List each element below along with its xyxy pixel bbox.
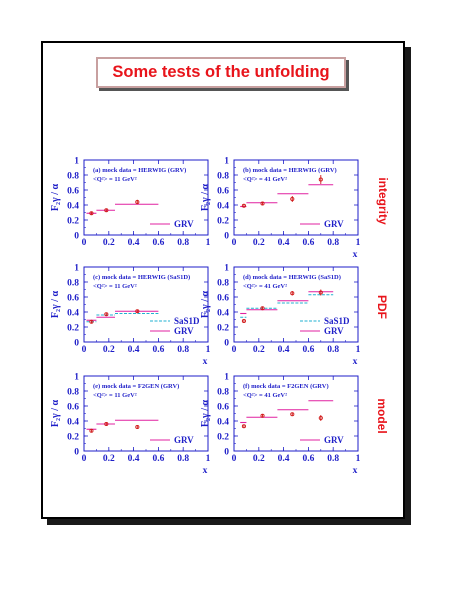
y-tick-label: 0.8 [217, 278, 229, 289]
x-tick-label: 0 [231, 345, 237, 355]
legend-label-grv: GRV [174, 219, 194, 229]
x-tick-label: 0.4 [277, 454, 290, 464]
y-tick-label: 0.8 [67, 171, 79, 182]
x-tick-label: 0 [81, 238, 87, 248]
y-tick-label: 0 [74, 338, 79, 349]
x-tick-label: 0.8 [327, 238, 340, 248]
panel-b [200, 157, 361, 261]
x-tick-label: 0.4 [277, 345, 290, 355]
y-tick-label: 0.8 [217, 171, 229, 182]
y-tick-label: 0.6 [217, 293, 229, 304]
panel-q2: <Q²> = 41 GeV² [243, 392, 288, 399]
x-tick-label: 0.2 [102, 454, 115, 464]
y-tick-label: 0 [224, 447, 229, 458]
panel-q2: <Q²> = 41 GeV² [243, 283, 288, 290]
y-tick-label: 0.2 [217, 323, 229, 334]
x-tick-label: 0.4 [127, 238, 140, 248]
y-tick-label: 0.8 [67, 387, 79, 398]
x-tick-label: 0.2 [102, 345, 115, 355]
y-tick-label: 1 [74, 156, 79, 167]
x-axis-label: x [202, 357, 208, 367]
x-tick-label: 1 [355, 454, 361, 464]
panel-q2: <Q²> = 11 GeV² [93, 392, 137, 399]
y-tick-label: 0.4 [67, 201, 79, 212]
y-tick-label: 1 [224, 372, 229, 383]
x-tick-label: 0 [231, 454, 237, 464]
y-tick-label: 0.6 [217, 402, 229, 413]
x-axis-label: x [352, 466, 358, 476]
panel-e [50, 373, 211, 477]
slide-title: Some tests of the unfolding [112, 63, 330, 81]
x-tick-label: 0.2 [252, 238, 265, 248]
y-tick-label: 0.4 [67, 308, 79, 319]
x-tick-label: 1 [355, 345, 361, 355]
x-tick-label: 1 [205, 238, 211, 248]
x-tick-label: 0.4 [277, 238, 290, 248]
x-tick-label: 1 [355, 238, 361, 248]
y-tick-label: 0.6 [217, 186, 229, 197]
panel-d [200, 264, 361, 368]
panel-q2: <Q²> = 41 GeV² [243, 176, 288, 183]
x-tick-label: 0.6 [152, 238, 165, 248]
legend-label-grv: GRV [324, 326, 344, 336]
x-tick-label: 0.8 [177, 345, 190, 355]
panel-annotation: (a) mock data = HERWIG (GRV) [93, 167, 187, 174]
x-tick-label: 0.2 [252, 345, 265, 355]
y-tick-label: 0.8 [67, 278, 79, 289]
legend-label-sas1d: SaS1D [324, 316, 350, 326]
y-axis-label: F₂γ / α [200, 290, 211, 319]
x-tick-label: 0.6 [302, 238, 315, 248]
y-tick-label: 0.8 [217, 387, 229, 398]
y-axis-label: F₂γ / α [50, 290, 61, 319]
row-label-model: model [375, 398, 389, 434]
legend-label-grv: GRV [174, 326, 194, 336]
row-label-integrity: integrity [376, 177, 390, 225]
y-axis-label: F₂γ / α [50, 399, 61, 428]
y-axis-label: F₂γ / α [50, 183, 61, 212]
y-tick-label: 0.6 [67, 402, 79, 413]
panel-annotation: (e) mock data = F2GEN (GRV) [93, 383, 180, 390]
y-tick-label: 0 [224, 338, 229, 349]
y-tick-label: 0.2 [67, 216, 79, 227]
panel-annotation: (f) mock data = F2GEN (GRV) [243, 383, 329, 390]
y-tick-label: 0 [74, 231, 79, 242]
y-tick-label: 1 [74, 263, 79, 274]
panel-a [50, 157, 211, 249]
panel-q2: <Q²> = 11 GeV² [93, 176, 137, 183]
x-tick-label: 0 [81, 454, 87, 464]
y-tick-label: 0.4 [217, 201, 229, 212]
x-tick-label: 1 [205, 454, 211, 464]
x-tick-label: 0.6 [152, 345, 165, 355]
panel-annotation: (c) mock data = HERWIG (SaS1D) [93, 274, 191, 281]
x-tick-label: 0.4 [127, 454, 140, 464]
x-axis-label: x [202, 466, 208, 476]
legend-label-sas1d: SaS1D [174, 316, 200, 326]
x-tick-label: 0.2 [102, 238, 115, 248]
x-tick-label: 0.4 [127, 345, 140, 355]
panel-annotation: (d) mock data = HERWIG (SaS1D) [243, 274, 341, 281]
y-tick-label: 0.4 [217, 417, 229, 428]
y-tick-label: 0.4 [67, 417, 79, 428]
y-tick-label: 1 [224, 156, 229, 167]
panel-c [50, 264, 211, 368]
x-tick-label: 0.8 [177, 238, 190, 248]
y-tick-label: 0.6 [67, 186, 79, 197]
x-tick-label: 0.2 [252, 454, 265, 464]
y-tick-label: 0.4 [217, 308, 229, 319]
y-tick-label: 0.2 [217, 216, 229, 227]
y-tick-label: 1 [74, 372, 79, 383]
x-axis-label: x [352, 357, 358, 367]
x-tick-label: 0.6 [152, 454, 165, 464]
x-tick-label: 0.8 [327, 454, 340, 464]
panel-q2: <Q²> = 11 GeV² [93, 283, 137, 290]
panel-annotation: (b) mock data = HERWIG (GRV) [243, 167, 337, 174]
legend-label-grv: GRV [324, 435, 344, 445]
x-tick-label: 0.6 [302, 454, 315, 464]
x-tick-label: 0 [81, 345, 87, 355]
row-label-pdf: PDF [375, 295, 389, 319]
y-axis-label: F₂γ / α [200, 399, 211, 428]
y-tick-label: 1 [224, 263, 229, 274]
y-tick-label: 0.2 [217, 432, 229, 443]
x-tick-label: 0 [231, 238, 237, 248]
x-tick-label: 0.6 [302, 345, 315, 355]
panel-f [200, 373, 361, 477]
y-tick-label: 0.2 [67, 323, 79, 334]
y-axis-label: F₂γ / α [200, 183, 211, 212]
x-tick-label: 0.8 [327, 345, 340, 355]
x-tick-label: 1 [205, 345, 211, 355]
x-tick-label: 0.8 [177, 454, 190, 464]
legend-label-grv: GRV [324, 219, 344, 229]
legend-label-grv: GRV [174, 435, 194, 445]
y-tick-label: 0 [74, 447, 79, 458]
y-tick-label: 0.6 [67, 293, 79, 304]
y-tick-label: 0 [224, 231, 229, 242]
x-axis-label: x [352, 250, 358, 260]
y-tick-label: 0.2 [67, 432, 79, 443]
